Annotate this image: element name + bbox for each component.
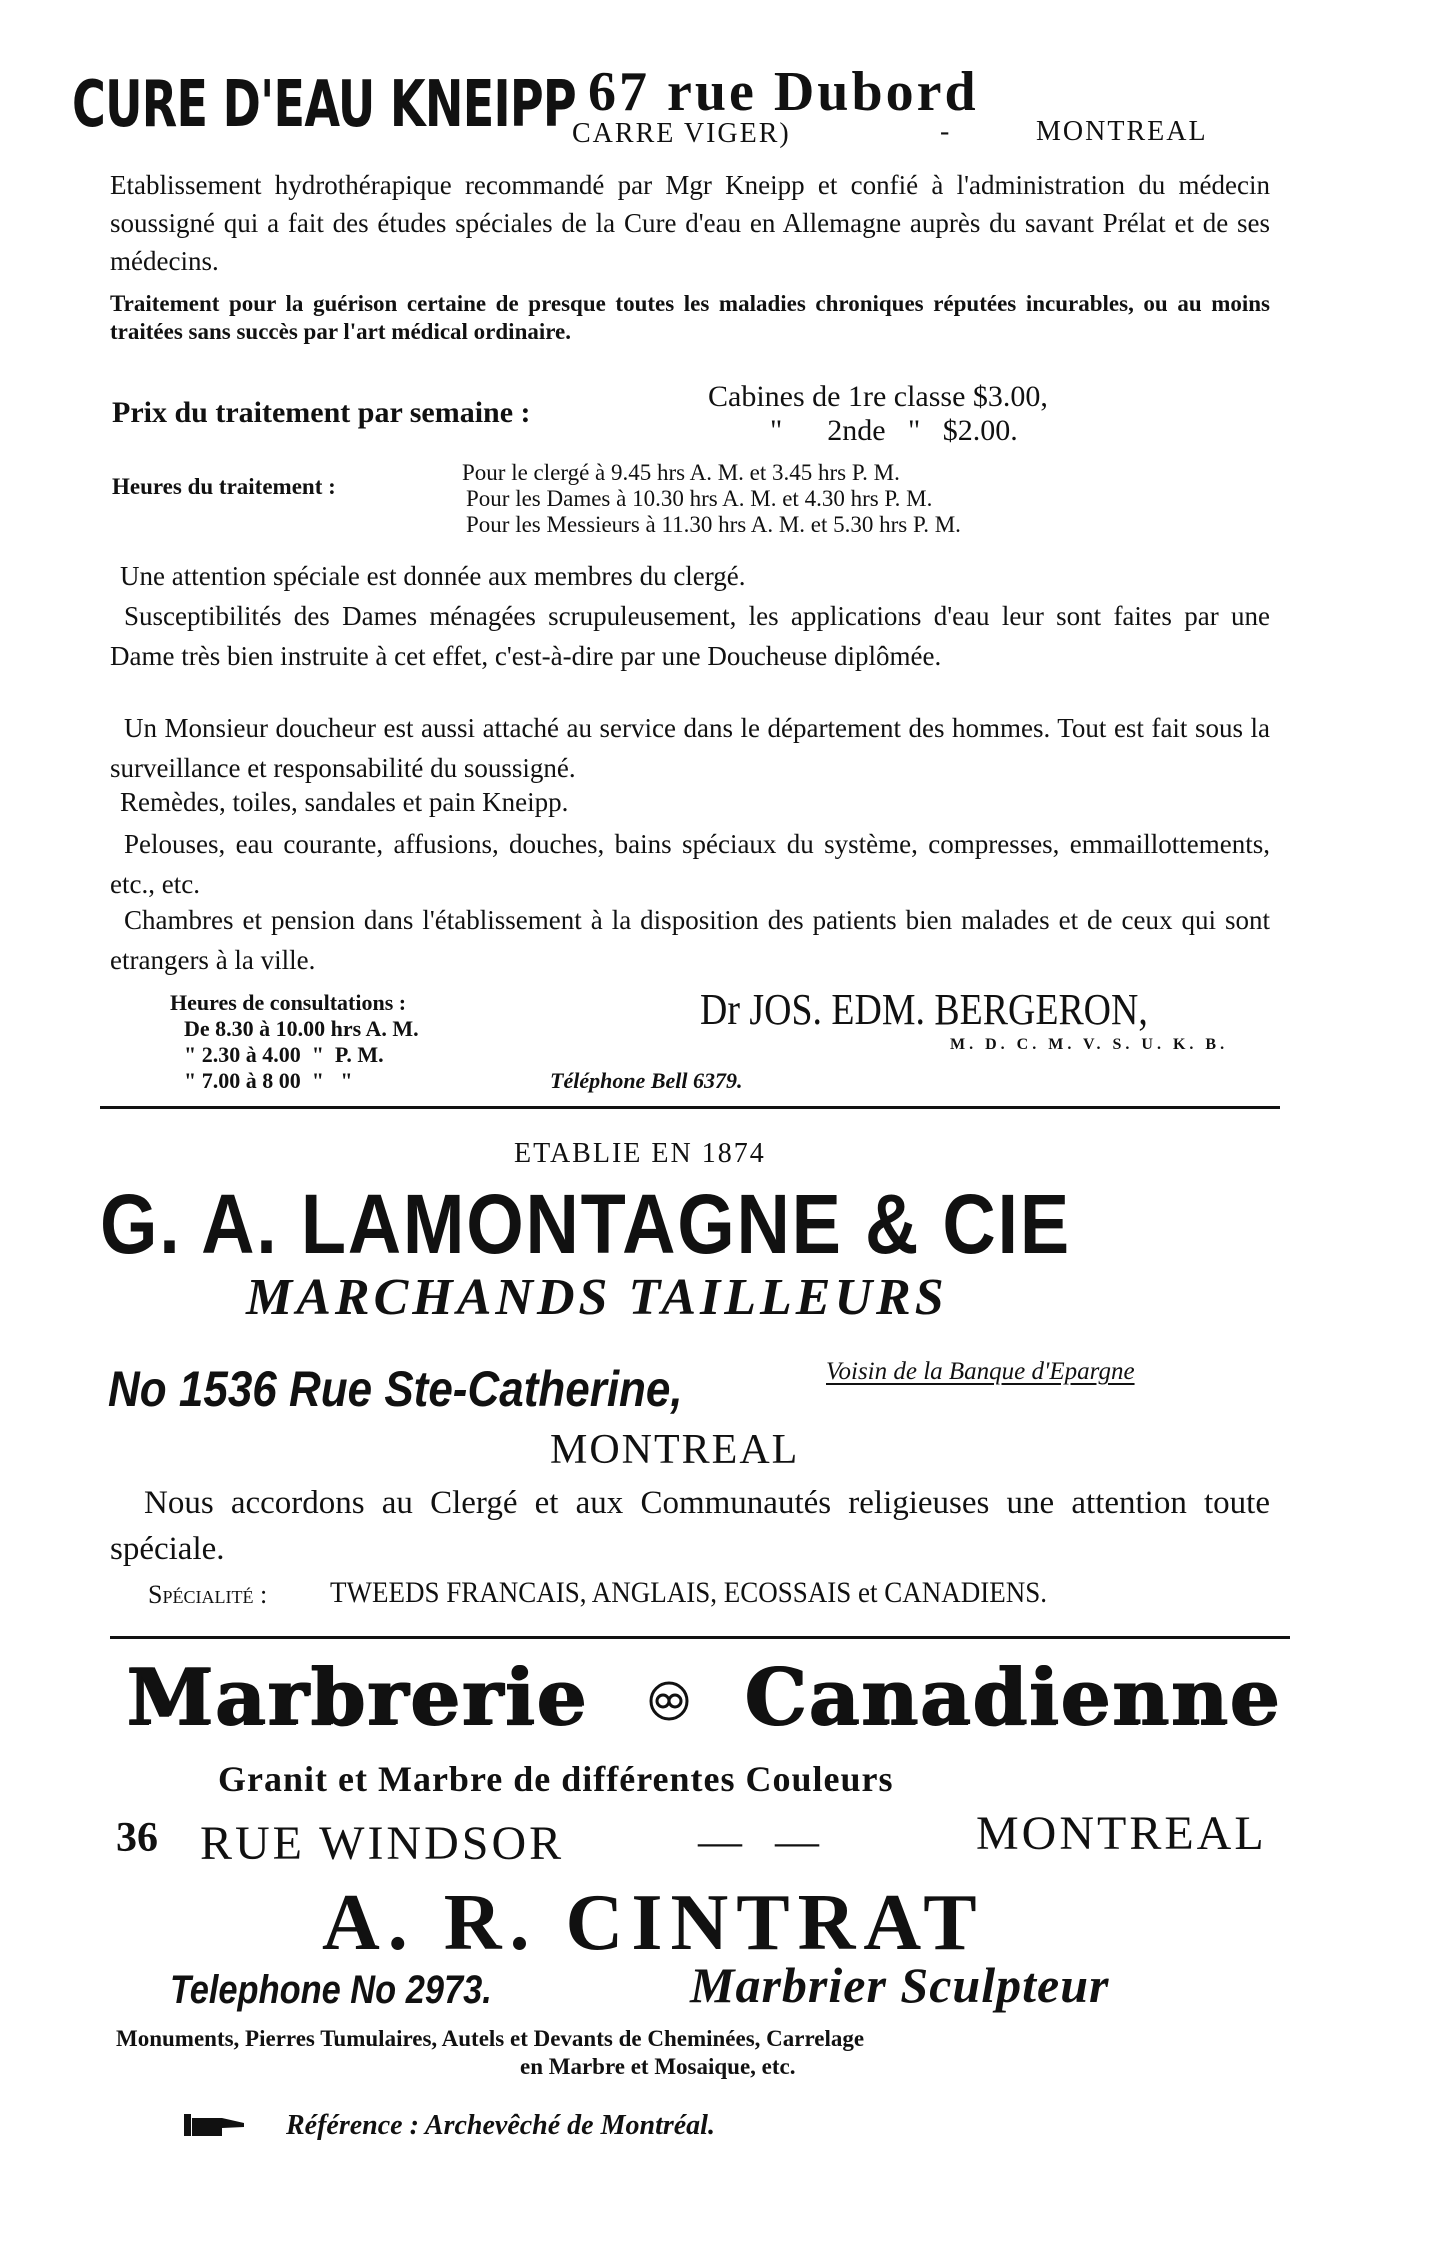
hours-clergy: Pour le clergé à 9.45 hrs A. M. et 3.45 hrs P. M. <box>462 460 900 485</box>
marbrerie-owner: A. R. CINTRAT <box>322 1879 985 1967</box>
consult-evening: " 7.00 à 8 00 " " <box>184 1068 353 1093</box>
lamontagne-near-bank: Voisin de la Banque d'Epargne <box>826 1358 1135 1385</box>
marbrerie-reference: Référence : Archevêché de Montréal. <box>286 2110 715 2141</box>
marbrerie-city: MONTREAL <box>976 1807 1267 1860</box>
established-year: ETABLIE EN 1874 <box>514 1138 766 1169</box>
kneipp-brand: CURE D'EAU KNEIPP <box>72 68 576 142</box>
kneipp-ladies-note: Susceptibilités des Dames ménagées scrupuleusement, les applications d'eau leur sont faites par une Dame très bien instruite à cet effet, c'est-à-dire par une Doucheuse diplômée. <box>110 601 1270 671</box>
lamontagne-address: No 1536 Rue Ste-Catherine, <box>108 1361 683 1417</box>
hours-ladies: Pour les Dames à 10.30 hrs A. M. et 4.30 hrs P. M. <box>466 486 933 511</box>
lamontagne-city: MONTREAL <box>550 1427 800 1473</box>
marbrerie-profession: Marbrier Sculpteur <box>690 1957 1110 2013</box>
marbrerie-products-line-1: Monuments, Pierres Tumulaires, Autels et Devants de Cheminées, Carrelage <box>116 2026 865 2051</box>
kneipp-dash: - <box>940 116 950 147</box>
marbrerie-name-first: Marbrerie <box>126 1652 588 1743</box>
consult-afternoon: " 2.30 à 4.00 " P. M. <box>184 1042 384 1067</box>
divider-bottom <box>110 1636 1290 1639</box>
ornament-icon <box>648 1680 690 1722</box>
kneipp-remedies: Remèdes, toiles, sandales et pain Kneipp. <box>120 787 569 817</box>
kneipp-telephone: Téléphone Bell 6379. <box>550 1068 743 1093</box>
hours-label: Heures du traitement : <box>112 474 336 499</box>
marbrerie-products-line-2: en Marbre et Mosaique, etc. <box>520 2054 796 2079</box>
specialty-text: TWEEDS FRANCAIS, ANGLAIS, ECOSSAIS et CANADIENS. <box>330 1576 1048 1609</box>
doctor-credentials: M. D. C. M. V. S. U. K. B. <box>950 1036 1229 1053</box>
marbrerie-subtitle: Granit et Marbre de différentes Couleurs <box>218 1759 894 1799</box>
hours-gentlemen: Pour les Messieurs à 11.30 hrs A. M. et 5.30 hrs P. M. <box>466 512 961 537</box>
kneipp-facilities: Pelouses, eau courante, affusions, douches, bains spéciaux du système, compresses, emmaillottements, etc., etc. <box>110 829 1270 899</box>
kneipp-clergy-note: Une attention spéciale est donnée aux membres du clergé. <box>120 561 746 591</box>
lamontagne-name: G. A. LAMONTAGNE & CIE <box>100 1177 1071 1271</box>
kneipp-rooms: Chambres et pension dans l'établissement à la disposition des patients bien malades et de ceux qui sont etrangers à la ville. <box>110 905 1270 975</box>
specialty-label: Spécialité : <box>148 1580 268 1609</box>
marbrerie-street-number: 36 <box>116 1815 158 1861</box>
kneipp-district: CARRE VIGER) <box>572 118 791 149</box>
lamontagne-trade: MARCHANDS TAILLEURS <box>246 1269 948 1326</box>
marbrerie-name-second: Canadienne <box>744 1652 1281 1743</box>
lamontagne-clergy-note: Nous accordons au Clergé et aux Communautés religieuses une attention toute spéciale. <box>110 1485 1270 1567</box>
divider-top <box>100 1106 1280 1109</box>
kneipp-city: MONTREAL <box>1036 116 1208 147</box>
consult-morning: De 8.30 à 10.00 hrs A. M. <box>184 1016 419 1041</box>
kneipp-gentlemen-note: Un Monsieur doucheur est aussi attaché au service dans le département des hommes. Tout est fait sous la surveillance et responsabilité du soussigné. <box>110 713 1270 783</box>
kneipp-address: 67 rue Dubord <box>588 61 979 123</box>
price-second-class: " 2nde " $2.00. <box>770 414 1018 447</box>
price-first-class: Cabines de 1re classe $3.00, <box>708 380 1048 413</box>
kneipp-treatment: Traitement pour la guérison certaine de presque toutes les maladies chroniques réputées incurables, ou au moins traitées sans succès par l'art médical ordinaire. <box>110 291 1270 344</box>
doctor-name: Dr JOS. EDM. BERGERON, <box>700 985 1148 1034</box>
price-label: Prix du traitement par semaine : <box>112 396 531 429</box>
marbrerie-street: RUE WINDSOR <box>200 1817 565 1870</box>
kneipp-intro: Etablissement hydrothérapique recommandé par Mgr Kneipp et confié à l'administration du médecin soussigné qui a fait des études spéciales de la Cure d'eau en Allemagne auprès du savant Prélat et de ses médecins. <box>110 170 1270 276</box>
consult-label: Heures de consultations : <box>170 990 407 1015</box>
marbrerie-phone: Telephone No 2973. <box>170 1968 492 2012</box>
marbrerie-dashes: — — <box>698 1817 819 1866</box>
pointing-hand-icon <box>182 2110 248 2140</box>
